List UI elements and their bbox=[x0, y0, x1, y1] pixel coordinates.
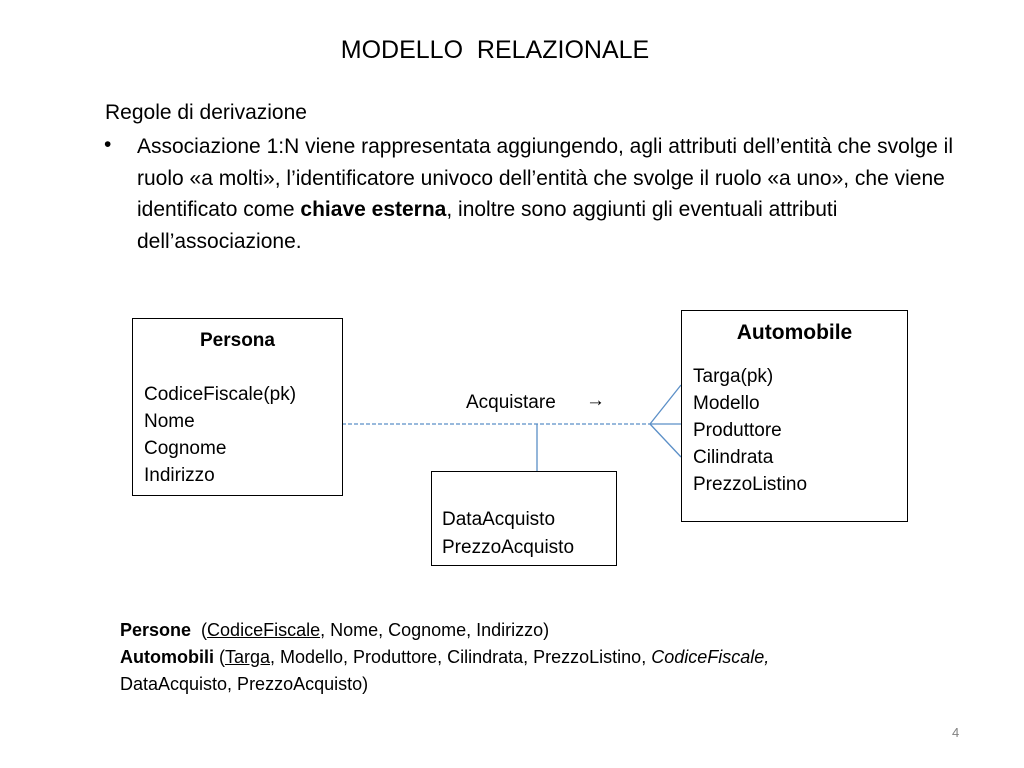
attribute: Modello bbox=[693, 393, 760, 414]
attribute: DataAcquisto bbox=[442, 509, 556, 530]
crowfoot-lower bbox=[650, 424, 681, 457]
relationship-attributes bbox=[432, 506, 616, 562]
attribute: PrezzoListino bbox=[693, 474, 808, 495]
arrow-right-icon: → bbox=[586, 390, 605, 411]
paren-open: ( bbox=[191, 620, 208, 640]
attribute: Produttore bbox=[693, 420, 782, 441]
table-name-persone: Persone bbox=[120, 620, 192, 640]
entity-automobile bbox=[681, 310, 908, 522]
attribute: CodiceFiscale(pk) bbox=[144, 384, 297, 405]
entity-persona-attributes bbox=[133, 381, 342, 489]
schema-persone bbox=[120, 617, 769, 644]
attribute: Cognome bbox=[144, 438, 227, 459]
rule-text-part1: Associazione 1:N viene rappresentata aggiungendo, agli attributi dell’entità che svolge il ruolo «a molti», l’identificatore univoco dell’entità che svolge il ruolo «a uno», che viene identificato come bbox=[137, 135, 954, 221]
attribute: Nome bbox=[144, 411, 195, 432]
relationship-label: Acquistare bbox=[466, 392, 556, 413]
rule-text-part2: , inoltre sono aggiunti gli eventuali attributi dell’associazione. bbox=[137, 198, 838, 253]
entity-persona bbox=[132, 318, 343, 496]
slide-title: MODELLO RELAZIONALE bbox=[340, 36, 650, 64]
primary-key-codicefiscale: CodiceFiscale bbox=[207, 620, 321, 640]
primary-key-targa: Targa bbox=[224, 647, 271, 667]
page-number: 4 bbox=[952, 725, 960, 740]
relational-schema bbox=[120, 617, 769, 698]
crowfoot-upper bbox=[650, 385, 681, 424]
persone-columns: , Nome, Cognome, Indirizzo) bbox=[320, 620, 550, 640]
bullet-marker: • bbox=[104, 133, 112, 156]
derivation-rule-text bbox=[137, 131, 967, 257]
attribute: Indirizzo bbox=[144, 465, 215, 486]
schema-automobili-continued: DataAcquisto, PrezzoAcquisto) bbox=[120, 674, 369, 694]
section-subtitle: Regole di derivazione bbox=[105, 101, 307, 124]
attribute: Cilindrata bbox=[693, 447, 774, 468]
attribute: PrezzoAcquisto bbox=[442, 537, 575, 558]
entity-automobile-name: Automobile bbox=[736, 321, 853, 344]
attribute: Targa(pk) bbox=[693, 366, 774, 387]
entity-persona-name: Persona bbox=[200, 330, 275, 351]
entity-automobile-attributes bbox=[682, 363, 907, 498]
relationship-attributes-box bbox=[431, 471, 617, 566]
paren-open: ( bbox=[213, 647, 225, 667]
automobili-columns: , Modello, Produttore, Cilindrata, PrezzoListino, bbox=[270, 647, 652, 667]
foreign-key-codicefiscale: CodiceFiscale, bbox=[651, 647, 770, 667]
schema-automobili bbox=[120, 644, 769, 671]
rule-text-bold: chiave esterna bbox=[300, 198, 447, 221]
table-name-automobili: Automobili bbox=[120, 647, 214, 667]
